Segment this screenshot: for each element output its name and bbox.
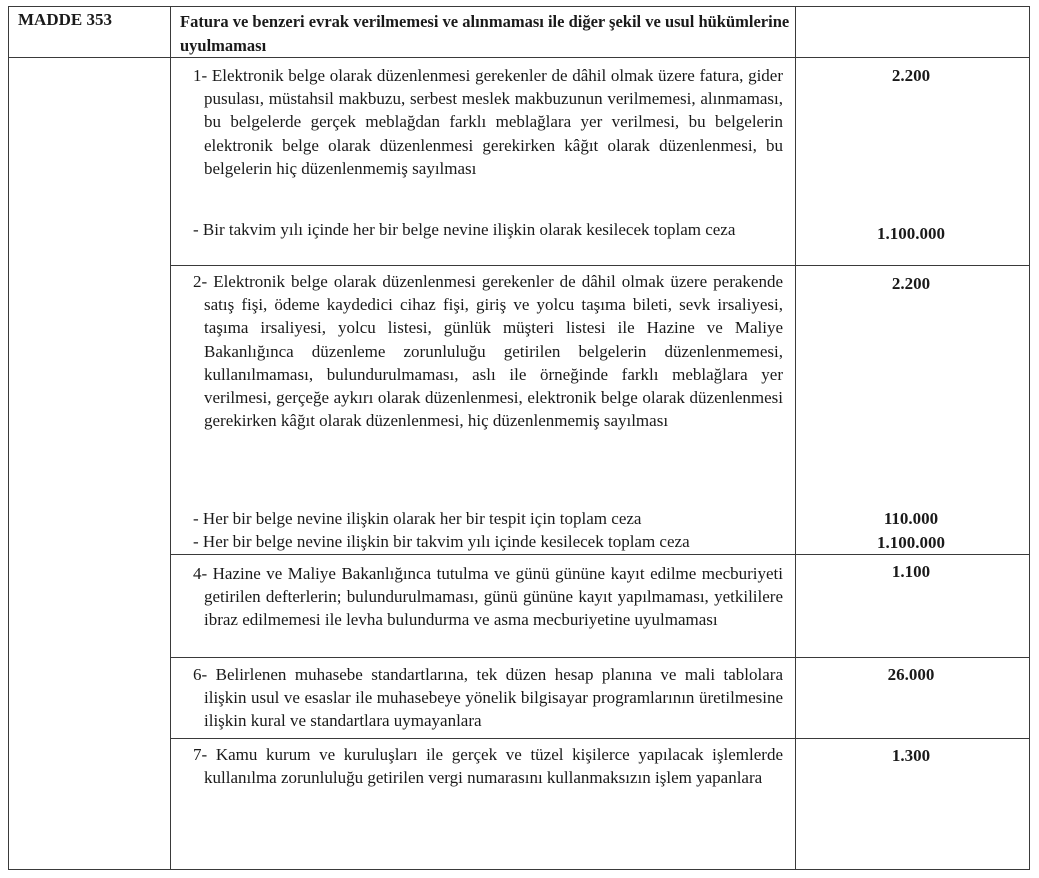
row-1-sub-1-amount: 1.100.000 (877, 224, 945, 243)
row-divider (170, 738, 1030, 739)
row-divider (170, 657, 1030, 658)
row-2-sub-2-text: - Her bir belge nevine ilişkin bir takvim yılı içinde kesilecek toplam ceza (193, 532, 690, 551)
table-border-bottom (8, 869, 1030, 870)
table-border-top (8, 6, 1030, 7)
row-2-amount: 2.200 (891, 274, 931, 293)
row-1-description: 1- Elektronik belge olarak düzenlenmesi gerekenler de dâhil olmak üzere fatura, gider pusulası, müstahsil makbuzu, serbest meslek makbuzunun verilmemesi, alınmaması, bu belgelerde gerçek meblağdan farklı meblağlara yer verilmesi, bu belgelerin elektronik belge olarak düzenlenmesi gerekirken kâğıt olarak düzenlenmesi, bu belgelerin hiç düzenlenmemiş sayılması (193, 66, 783, 178)
row-6-description: 6- Belirlenen muhasebe standartlarına, tek düzen hesap planına ve mali tablolara ilişkin usul ve esaslar ile muhasebeye yönelik bilgisayar programlarının üretilmesine ilişkin kural ve standartlara uymayanlara (193, 665, 783, 731)
row-7-amount: 1.300 (891, 746, 931, 765)
row-1-sub-1-text: - Bir takvim yılı içinde her bir belge nevine ilişkin olarak kesilecek toplam ceza (193, 220, 736, 239)
table-border-left (8, 6, 9, 870)
table-border-right (1029, 6, 1030, 870)
row-2-description: 2- Elektronik belge olarak düzenlenmesi gerekenler de dâhil olmak üzere perakende satış fişi, ödeme kaydedici cihaz fişi, giriş ve yolcu taşıma bileti, sevk irsaliyesi, taşıma irsaliyesi, yolcu listesi, günlük müşteri listesi ile Hazine ve Maliye Bakanlığınca düzenleme zorunluluğu getirilen belgelerin düzenlenmemesi, kullanılmaması, bulundurulmaması, aslı ile örneğinde farklı meblağlara yer verilmesi, gerçeğe aykırı olarak düzenlenmesi, elektronik belge olarak düzenlenmesi gerekirken kâğıt olarak düzenlenmesi, hiç düzenlenmemiş sayılması (193, 272, 783, 431)
row-2-sub-1-amount: 110.000 (883, 509, 939, 528)
row-2-sub-2-amount: 1.100.000 (877, 533, 945, 552)
row-1-amount: 2.200 (891, 66, 931, 85)
row-4-description: 4- Hazine ve Maliye Bakanlığınca tutulma ve günü gününe kayıt edilme mecburiyeti getirilen defterlerin; bulundurulmaması, günü gününe kayıt yapılmaması, yetkililere ibraz edilmemesi ile levha bulundurma ve asma mecburiyetine uyulmaması (193, 564, 783, 630)
column-divider (795, 6, 796, 870)
row-4-amount: 1.100 (891, 562, 931, 581)
row-divider (170, 265, 1030, 266)
column-divider (170, 6, 171, 870)
row-7-description: 7- Kamu kurum ve kuruluşları ile gerçek ve tüzel kişilerce yapılacak işlemlerde kullanılma zorunluluğu getirilen vergi numarasını kullanmaksızın işlem yapanlara (193, 745, 783, 788)
row-6-amount: 26.000 (887, 665, 935, 684)
row-divider (170, 554, 1030, 555)
article-number: MADDE 353 (18, 10, 112, 29)
row-2-sub-1-text: - Her bir belge nevine ilişkin olarak her bir tespit için toplam ceza (193, 509, 642, 528)
article-title: Fatura ve benzeri evrak verilmemesi ve alınmaması ile diğer şekil ve usul hükümlerine uyulmaması (180, 12, 790, 55)
